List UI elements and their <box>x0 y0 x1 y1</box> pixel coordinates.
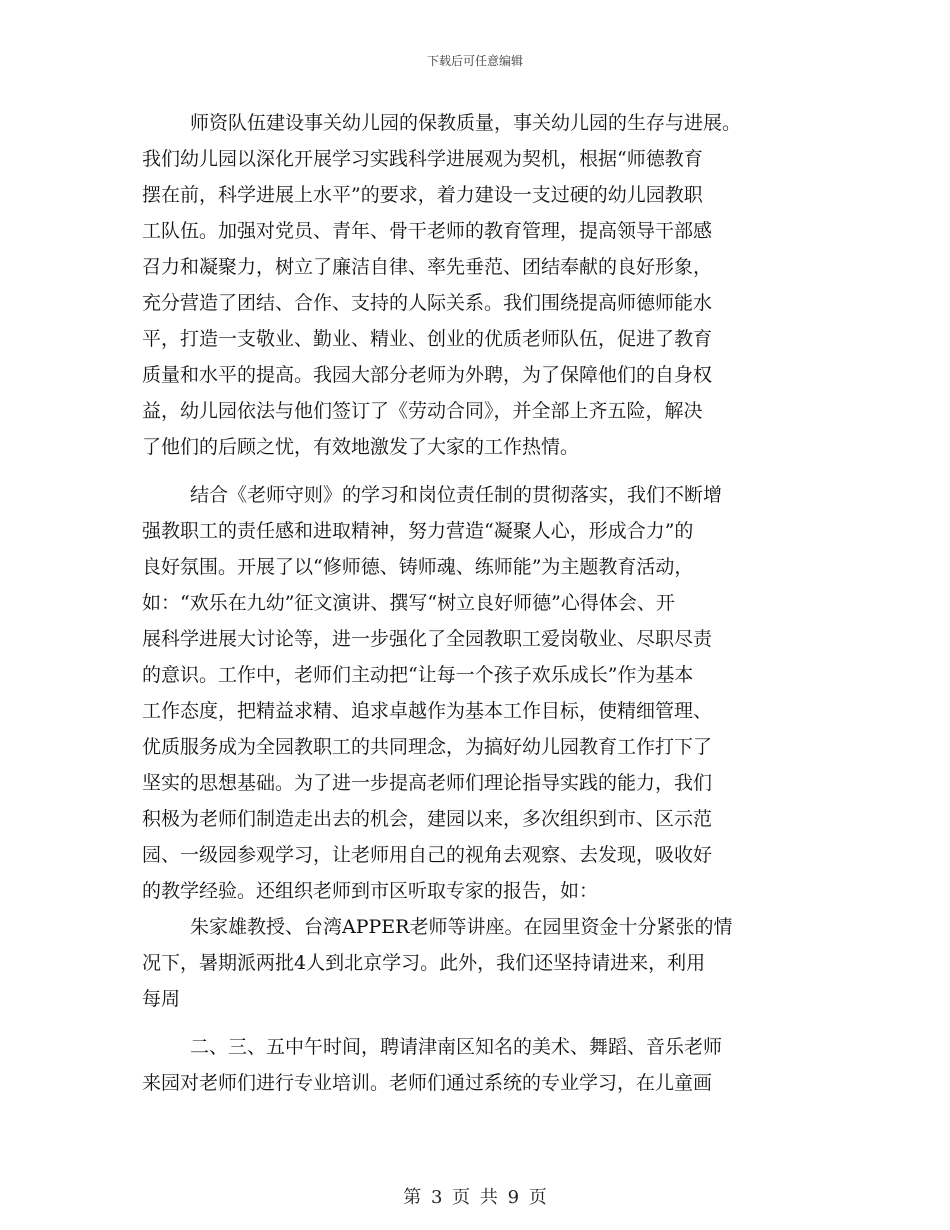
paragraph-4 <box>142 1029 818 1101</box>
text-line: 质量和水平的提高。我园大部分老师为外聘，为了保障他们的自身权 <box>142 364 713 386</box>
paragraph-3 <box>142 909 818 1017</box>
text-line: 平，打造一支敬业、勤业、精业、创业的优质老师队伍，促进了教育 <box>142 328 713 350</box>
text-line: 积极为老师们制造走出去的机会，建园以来，多次组织到市、区示范 <box>142 808 713 830</box>
text-line: 朱家雄教授、台湾APPER老师等讲座。在园里资金十分紧张的情 <box>190 916 733 938</box>
text-line: 园、一级园参观学习，让老师用自己的视角去观察、去发现，吸收好 <box>142 844 713 866</box>
text-line: 益，幼儿园依法与他们签订了《劳动合同》，并全部上齐五险，解决 <box>142 400 703 422</box>
text-line: 优质服务成为全园教职工的共同理念，为搞好幼儿园教育工作打下了 <box>142 736 713 758</box>
page-footer: 第 3 页 共 9 页 <box>403 1187 547 1208</box>
paragraph-2 <box>142 477 818 909</box>
text-line: 来园对老师们进行专业培训。老师们通过系统的专业学习，在儿童画 <box>142 1072 713 1094</box>
text-line: 强教职工的责任感和进取精神，努力营造“凝聚人心，形成合力”的 <box>142 520 694 542</box>
page-header: 下载后可任意编辑 <box>426 54 523 68</box>
text-line: 如：“欢乐在九幼”征文演讲、撰写“树立良好师德”心得体会、开 <box>142 592 675 614</box>
text-line: 工作态度，把精益求精、追求卓越作为基本工作目标，使精细管理、 <box>142 700 713 722</box>
text-line: 召力和凝聚力，树立了廉洁自律、率先垂范、团结奉献的良好形象， <box>142 256 713 278</box>
text-line: 坚实的思想基础。为了进一步提高老师们理论指导实践的能力，我们 <box>142 772 713 794</box>
text-line: 每周 <box>142 988 181 1010</box>
paragraph-1 <box>142 105 818 465</box>
text-line: 况下，暑期派两批4人到北京学习。此外，我们还坚持请进来，利用 <box>142 952 706 974</box>
text-line: 良好氛围。开展了以“修师德、铸师魂、练师能”为主题教育活动， <box>142 556 694 578</box>
text-line: 展科学进展大讨论等，进一步强化了全园教职工爱岗敬业、尽职尽责 <box>142 628 713 650</box>
text-line: 充分营造了团结、合作、支持的人际关系。我们围绕提高师德师能水 <box>142 292 713 314</box>
text-line: 摆在前，科学进展上水平”的要求，着力建设一支过硬的幼儿园教职 <box>142 184 703 206</box>
text-line: 结合《老师守则》的学习和岗位责任制的贯彻落实，我们不断增 <box>190 484 723 506</box>
text-line: 了他们的后顾之忧，有效地激发了大家的工作热情。 <box>142 436 580 458</box>
text-line: 二、三、五中午时间，聘请津南区知名的美术、舞蹈、音乐老师 <box>190 1036 723 1058</box>
text-line: 的教学经验。还组织老师到市区听取专家的报告，如： <box>142 880 599 902</box>
text-line: 我们幼儿园以深化开展学习实践科学进展观为契机，根据“师德教育 <box>142 148 703 170</box>
document-body <box>142 105 818 1101</box>
text-line: 师资队伍建设事关幼儿园的保教质量，事关幼儿园的生存与进展。 <box>190 112 742 134</box>
text-line: 工队伍。加强对党员、青年、骨干老师的教育管理，提高领导干部感 <box>142 220 713 242</box>
text-line: 的意识。工作中，老师们主动把“让每一个孩子欢乐成长”作为基本 <box>142 664 694 686</box>
